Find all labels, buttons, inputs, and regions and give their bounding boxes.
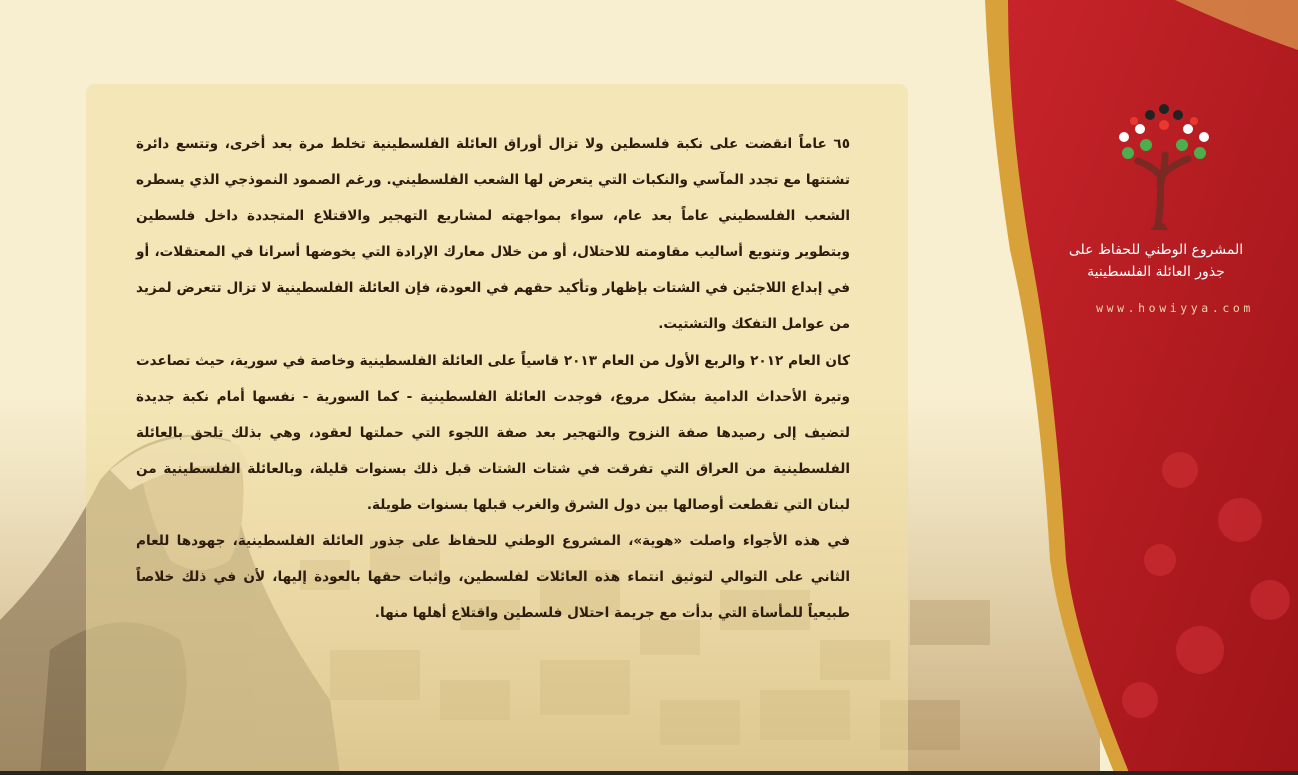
article-body — [136, 126, 850, 631]
paragraph-3: في هذه الأجواء واصلت «هوية»، المشروع الوطني للحفاظ على جذور العائلة الفلسطينية، جهودها للعام الثاني على التوالي لتوثيق انتماء هذه العائلات لفلسطين، وإثبات حقها بالعودة إليها، لأن في ذلك خلاصاً طبيعياً للمأساة التي بدأت مع جريمة احتلال فلسطين واقتلاع أهلها منها. — [136, 533, 850, 622]
brand-name-line2: جذور العائلة الفلسطينية — [1087, 264, 1225, 280]
brand-block — [1040, 95, 1290, 325]
family-tree-logo-icon — [1110, 95, 1220, 235]
brand-name — [1040, 239, 1272, 283]
bottom-divider — [0, 771, 1298, 775]
website-link[interactable]: www.howiyya.com — [1096, 301, 1254, 315]
paragraph-1: ٦٥ عاماً انقضت على نكبة فلسطين ولا تزال أوراق العائلة الفلسطينية تخلط مرة بعد أخرى، وتتسع دائرة تشتتها مع تجدد المآسي والنكبات التي يتعرض لها الشعب الفلسطيني. ورغم الصمود النموذجي الذي يسطره الشعب الفلسطيني عاماً بعد عام، سواء بمواجهته لمشاريع التهجير والاقتلاع المتجددة داخل فلسطين وبتطوير وتنويع أساليب مقاومته للاحتلال، أو من خلال معارك الإرادة التي يخوضها أسرانا في المعتقلات، أو في إبداع اللاجئين في الشتات بإظهار وتأكيد حقهم في العودة، فإن العائلة الفلسطينية لا تزال تتعرض لمزيد من عوامل التفكك والتشتيت. — [136, 136, 850, 333]
brand-name-line1: المشروع الوطني للحفاظ على — [1068, 242, 1244, 258]
paragraph-2: كان العام ٢٠١٢ والربع الأول من العام ٢٠١٣ قاسياً على العائلة الفلسطينية وخاصة في سورية، حيث تصاعدت وتيرة الأحداث الدامية بشكل مروع، فوجدت العائلة الفلسطينية - كما السورية - نفسها أمام نكبة جديدة لتضيف إلى رصيدها صفة النزوح والتهجير بعد صفة اللجوء التي حملتها لعقود، وهي بذلك تلحق بالعائلة الفلسطينية من العراق التي تفرقت في شتات الشتات قبل ذلك بسنوات قليلة، وبالعائلة الفلسطينية من لبنان التي تقطعت أوصالها بين دول الشرق والغرب قبلها بسنوات طويلة. — [136, 352, 850, 513]
